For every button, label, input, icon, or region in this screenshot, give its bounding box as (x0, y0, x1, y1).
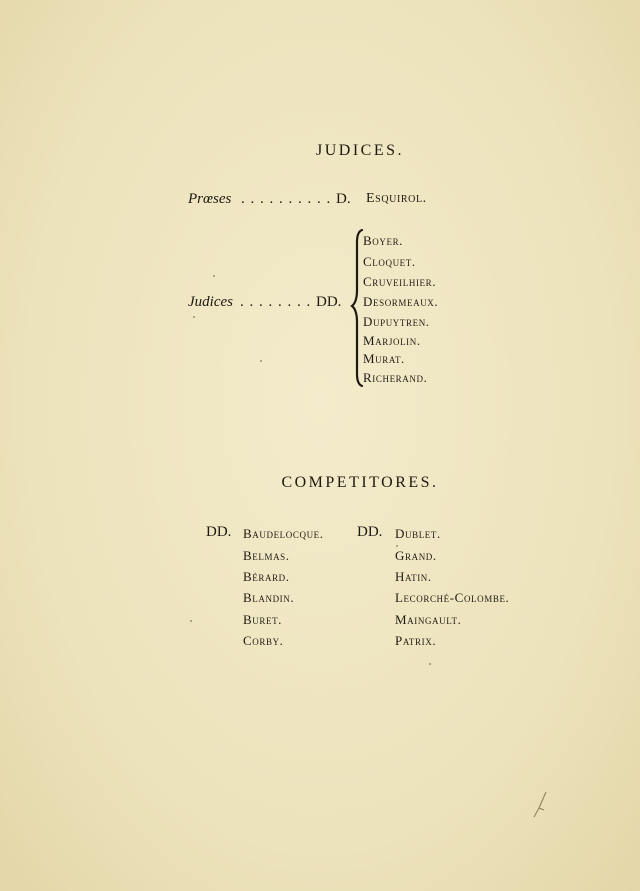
competitor-name: Corby. (243, 633, 284, 648)
judge-name: Cruveilhier. (363, 274, 437, 289)
competitor-name: Dublet. (395, 526, 441, 541)
paper-speck (260, 360, 262, 362)
competitor-name: Baudelocque. (243, 526, 324, 541)
judge-name: Desormeaux. (363, 294, 439, 309)
competitores-heading: COMPETITORES. (281, 474, 439, 491)
competitor-name: Hatin. (395, 569, 432, 584)
competitor-name: Buret. (243, 612, 283, 627)
competitor-name: Bérard. (243, 569, 290, 584)
competitor-name: Lecorché-Colombe. (395, 590, 510, 605)
judge-name: Dupuytren. (363, 314, 430, 329)
paper-speck (429, 663, 431, 665)
paper-speck (193, 316, 195, 318)
judices-label: Judices (188, 294, 233, 310)
praeses-name: Esquirol. (366, 191, 427, 206)
competitor-column-prefix: DD. (357, 524, 383, 540)
judge-name: Murat. (363, 351, 405, 366)
competitor-name: Grand. (395, 548, 437, 563)
paper-speck (396, 545, 398, 547)
pencil-mark-icon (530, 790, 550, 820)
judices-heading: JUDICES. (315, 142, 404, 159)
competitor-name: Patrix. (395, 633, 437, 648)
competitor-name: Blandin. (243, 590, 295, 605)
judices-leader-dots: . . . . . . . . (240, 294, 312, 310)
praeses-leader-dots: . . . . . . . . . . (241, 191, 332, 207)
praeses-prefix: D. (336, 191, 351, 207)
praeses-label: Prœses (188, 191, 232, 207)
judge-name: Marjolin. (363, 333, 421, 348)
competitor-column-prefix: DD. (206, 524, 232, 540)
judices-prefix: DD. (316, 294, 342, 310)
paper-speck (190, 620, 192, 622)
judge-name: Cloquet. (363, 254, 416, 269)
paper-speck (213, 275, 215, 277)
competitor-name: Maingault. (395, 612, 462, 627)
judge-name: Boyer. (363, 233, 404, 248)
judge-name: Richerand. (363, 370, 428, 385)
competitor-name: Belmas. (243, 548, 290, 563)
